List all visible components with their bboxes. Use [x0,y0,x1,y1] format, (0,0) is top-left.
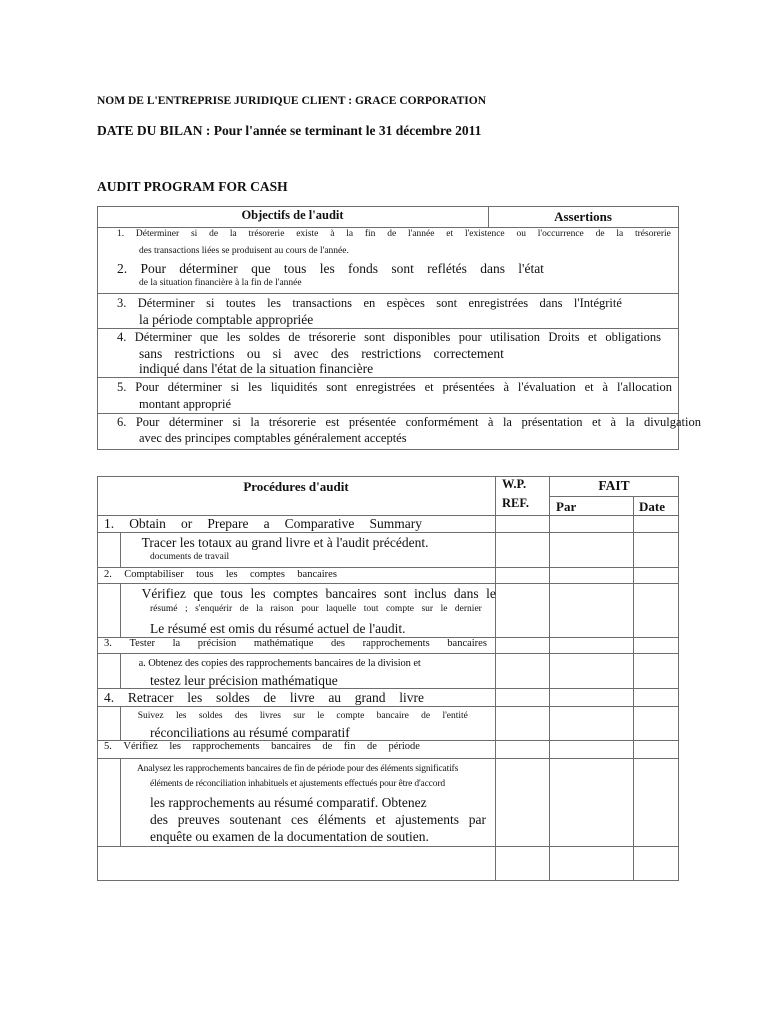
client-name: NOM DE L'ENTREPRISE JURIDIQUE CLIENT : GRACE CORPORATION [97,95,487,107]
procedure-4a-line2: réconciliations au résumé comparatif [150,725,350,740]
procedure-5a-line5: enquête ou examen de la documentation de soutien. [150,829,429,844]
objective-4-continuation: sans restrictions ou si avec des restrictions correctement [139,346,504,361]
procedure-5a-line2: éléments de réconciliation inhabituels et ajustements effectués pour être d'accord [150,779,445,789]
procedure-3a-line1:   a. Obtenez des copies des rapprochements bancaires de la division et [128,658,421,669]
objective-5-line: 5. Pour déterminer si les liquidités sont enregistrées et présentées à l'évaluation et à l'allocation [117,380,672,394]
procedure-5a-line1:   Analysez les rapprochements bancaires de fin de période pour des éléments significatifs [128,764,459,774]
procedure-5a-line4: des preuves soutenant ces éléments et ajustements par [150,812,486,827]
objective-1-line: 1. Déterminer si de la trésorerie existe à la fin de l'année et l'existence ou l'occurrence de la trésorerie [117,229,671,239]
par-header: Par [556,499,577,514]
objective-4-continuation-2: indiqué dans l'état de la situation financière [139,361,374,376]
objective-6-continuation: avec des principes comptables généralement acceptés [139,431,407,445]
procedure-1a-line2: documents de travail [150,552,230,562]
procedure-4: 4. Retracer les soldes de livre au grand livre [104,690,424,705]
assertions-header: Assertions [554,209,612,224]
procedure-1: 1. Obtain or Prepare a Comparative Summary [104,516,422,531]
objective-4-line: 4. Déterminer que les soldes de trésorerie sont disponibles pour utilisation Droits et obligations [117,330,661,344]
date-header: Date [639,499,665,514]
balance-date: DATE DU BILAN : Pour l'année se terminant le 31 décembre 2011 [97,123,482,138]
objective-1-continuation: des transactions liées se produisent au cours de l'année. [139,246,349,256]
objective-2-continuation: de la situation financière à la fin de l'année [139,278,302,288]
wp-header: W.P. [502,477,527,491]
procedure-2a-line2: résumé ; s'enquérir de la raison pour laquelle tout compte sur le dernier [150,604,482,614]
fait-header: FAIT [598,478,630,493]
objective-2-line: 2. Pour déterminer que tous les fonds sont reflétés dans l'état [117,261,544,276]
ref-header: REF. [502,496,529,510]
procedure-3: 3. Tester la précision mathématique des rapprochements bancaires [104,638,487,649]
procedure-3a-line2: testez leur précision mathématique [150,673,338,688]
procedure-4a-line1:   Suivez les soldes des livres sur le compte bancaire de l'entité [128,711,468,721]
objective-3-line: 3. Déterminer si toutes les transactions en espèces sont enregistrées dans l'Intégrité [117,296,622,310]
procedures-header: Procédures d'audit [243,479,349,494]
objective-6-line: 6. Pour déterminer si la trésorerie est présentée conformément à la présentation et à la divulgation [117,415,701,429]
procedure-2a-line3: Le résumé est omis du résumé actuel de l'audit. [150,621,406,636]
procedure-5: 5. Vérifiez les rapprochements bancaires de fin de période [104,741,420,752]
procedure-2: 2. Comptabiliser tous les comptes bancaires [104,569,337,580]
objectives-header: Objectifs de l'audit [241,208,344,222]
procedure-2a-line1:   Vérifiez que tous les comptes bancaires sont inclus dans le [128,586,496,601]
program-title: AUDIT PROGRAM FOR CASH [97,179,288,194]
objective-5-continuation: montant approprié [139,397,231,411]
procedure-5a-line3: les rapprochements au résumé comparatif. Obtenez [150,795,427,810]
objective-3-continuation: la période comptable appropriée [139,312,314,327]
procedure-1a-line1:   Tracer les totaux au grand livre et à l'audit précédent. [128,535,429,550]
